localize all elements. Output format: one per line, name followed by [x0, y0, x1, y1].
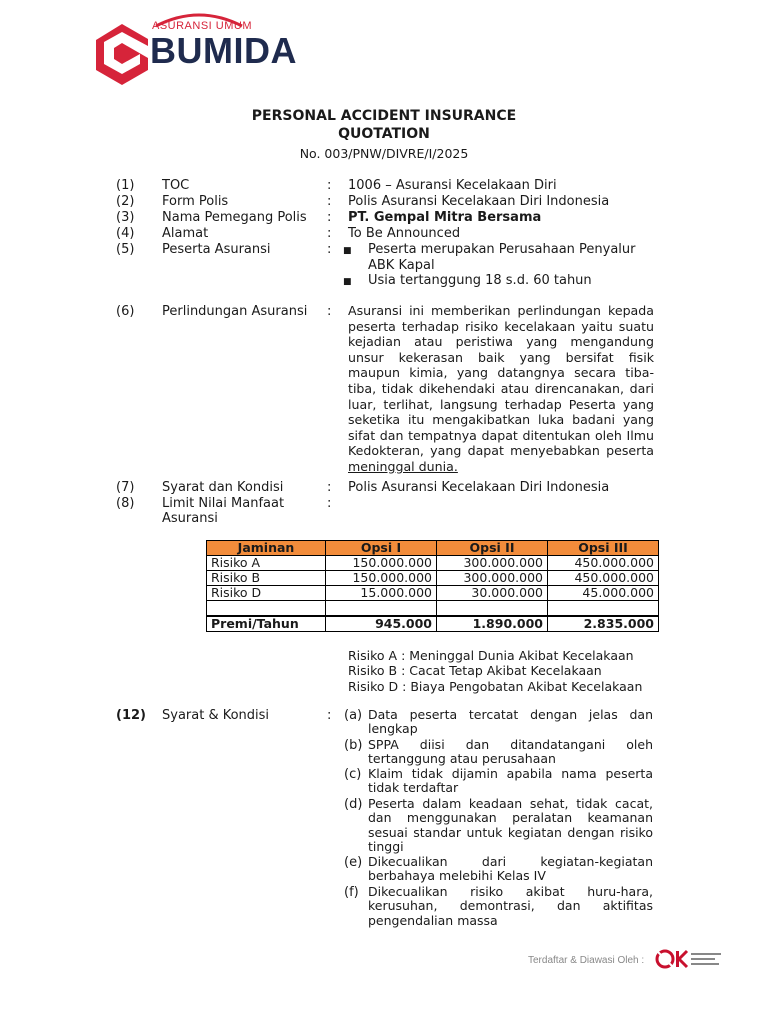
- item-value: Polis Asuransi Kecelakaan Diri Indonesia: [348, 194, 610, 209]
- item-colon: :: [327, 708, 332, 723]
- table-cell: 450.000.000: [548, 556, 659, 571]
- bullet-square-icon: ■: [343, 246, 352, 256]
- table-cell: 1.890.000: [437, 616, 548, 632]
- table-row: [207, 556, 659, 571]
- condition-text: SPPA diisi dan ditandatangani oleh tertanggung atau perusahaan: [368, 737, 653, 767]
- table-cell: Premi/Tahun: [207, 616, 326, 632]
- item-value: To Be Announced: [348, 226, 461, 241]
- item-number: (6): [116, 304, 135, 319]
- table-cell: 300.000.000: [437, 571, 548, 586]
- table-header: Opsi III: [548, 541, 659, 556]
- item-colon: :: [327, 178, 332, 193]
- table-cell: [326, 601, 437, 617]
- item-number: (5): [116, 242, 135, 257]
- risk-legend-d: Risiko D : Biaya Pengobatan Akibat Kecelakaan: [348, 679, 643, 694]
- item-number: (7): [116, 480, 135, 495]
- ojk-logo-mark: [654, 946, 724, 972]
- item-number: (12): [116, 708, 146, 723]
- table-cell: [207, 601, 326, 617]
- coverage-text: Asuransi ini memberikan perlindungan kepada peserta terhadap risiko kecelakaan yaitu suatu kejadian atau peristiwa yang mengandung unsur kekerasan baik yang bersifat fisik maupun kimia, yang datangnya secara tiba-tiba, tidak dikehendaki atau direncanakan, dari luar, terlihat, langsung terhadap Peserta yang seketika itu mengakibatkan luka badani yang sifat dan tempatnya dapat ditentukan oleh Ilmu Kedokteran, yang dapat menyebabkan peserta: [348, 303, 654, 459]
- item-label: Asuransi: [162, 511, 218, 526]
- bullet-text: Usia tertanggung 18 s.d. 60 tahun: [368, 273, 592, 288]
- item-colon: :: [327, 242, 332, 257]
- condition-text: Peserta dalam keadaan sehat, tidak cacat, dan menggunakan peralatan keamanan sesuai standar untuk kegiatan dengan risiko tinggi: [368, 796, 653, 855]
- table-cell: 2.835.000: [548, 616, 659, 632]
- condition-letter: (d): [344, 797, 363, 812]
- risk-legend-a: Risiko A : Meninggal Dunia Akibat Kecelakaan: [348, 648, 634, 663]
- benefit-table: [206, 540, 659, 632]
- table-cell: 15.000.000: [326, 586, 437, 601]
- table-cell: 945.000: [326, 616, 437, 632]
- item-colon: :: [327, 226, 332, 241]
- condition-text: Klaim tidak dijamin apabila nama peserta tidak terdaftar: [368, 766, 653, 796]
- item-value: Polis Asuransi Kecelakaan Diri Indonesia: [348, 480, 610, 495]
- table-cell: [437, 601, 548, 617]
- coverage-description: [348, 303, 654, 475]
- table-cell: 45.000.000: [548, 586, 659, 601]
- condition-letter: (b): [344, 738, 363, 753]
- logo-subtitle: ASURANSI UMUM: [152, 20, 253, 32]
- item-number: (3): [116, 210, 135, 225]
- item-label: Perlindungan Asuransi: [162, 304, 308, 319]
- item-label: Nama Pemegang Polis: [162, 210, 307, 225]
- bumida-logo: [96, 16, 306, 86]
- item-number: (1): [116, 178, 135, 193]
- item-colon: :: [327, 210, 332, 225]
- table-cell: 150.000.000: [326, 571, 437, 586]
- condition-text: Data peserta tercatat dengan jelas dan lengkap: [368, 707, 653, 737]
- table-header: Jaminan: [207, 541, 326, 556]
- table-row: [207, 586, 659, 601]
- document-title-line2: QUOTATION: [338, 126, 430, 142]
- condition-text: Dikecualikan risiko akibat huru-hara, kerusuhan, demontrasi, dan aktifitas pengendalian massa: [368, 884, 653, 928]
- ojk-logo: [654, 946, 724, 972]
- bumida-logo-mark: [96, 24, 148, 86]
- item-label: Limit Nilai Manfaat: [162, 496, 285, 511]
- table-header: Opsi I: [326, 541, 437, 556]
- policy-holder-name: PT. Gempal Mitra Bersama: [348, 210, 542, 225]
- table-cell: Risiko B: [207, 571, 326, 586]
- item-number: (2): [116, 194, 135, 209]
- condition-text: Dikecualikan dari kegiatan-kegiatan berbahaya melebihi Kelas IV: [368, 854, 653, 884]
- item-colon: :: [327, 304, 332, 319]
- table-cell: Risiko D: [207, 586, 326, 601]
- item-colon: :: [327, 194, 332, 209]
- table-premi-row: [207, 616, 659, 632]
- item-label: Syarat dan Kondisi: [162, 480, 284, 495]
- condition-letter: (e): [344, 855, 363, 870]
- table-row: [207, 571, 659, 586]
- table-empty-row: [207, 601, 659, 617]
- table-cell: 150.000.000: [326, 556, 437, 571]
- condition-letter: (a): [344, 708, 363, 723]
- table-cell: Risiko A: [207, 556, 326, 571]
- item-colon: :: [327, 480, 332, 495]
- bullet-text: Peserta merupakan Perusahaan Penyalur: [368, 242, 636, 257]
- document-title-line1: PERSONAL ACCIDENT INSURANCE: [251, 108, 517, 124]
- risk-legend-b: Risiko B : Cacat Tetap Akibat Kecelakaan: [348, 663, 602, 678]
- table-cell: 30.000.000: [437, 586, 548, 601]
- item-label: TOC: [162, 178, 190, 193]
- condition-letter: (f): [344, 885, 359, 900]
- item-number: (4): [116, 226, 135, 241]
- coverage-text-underlined: meninggal dunia.: [348, 458, 458, 474]
- logo-name: BUMIDA: [150, 30, 297, 71]
- item-label: Syarat & Kondisi: [162, 708, 270, 723]
- item-label: Alamat: [162, 226, 209, 241]
- bullet-square-icon: ■: [343, 277, 352, 287]
- table-header-row: [207, 541, 659, 556]
- table-cell: 300.000.000: [437, 556, 548, 571]
- condition-letter: (c): [344, 767, 362, 782]
- table-cell: 450.000.000: [548, 571, 659, 586]
- table-header: Opsi II: [437, 541, 548, 556]
- item-colon: :: [327, 496, 332, 511]
- table-cell: [548, 601, 659, 617]
- item-number: (8): [116, 496, 135, 511]
- footer-registered-text: Terdaftar & Diawasi Oleh :: [528, 955, 645, 966]
- item-value: 1006 – Asuransi Kecelakaan Diri: [348, 178, 557, 193]
- document-number: No. 003/PNW/DIVRE/I/2025: [299, 146, 469, 161]
- item-label: Form Polis: [162, 194, 229, 209]
- item-label: Peserta Asuransi: [162, 242, 271, 257]
- bullet-text: ABK Kapal: [368, 258, 435, 273]
